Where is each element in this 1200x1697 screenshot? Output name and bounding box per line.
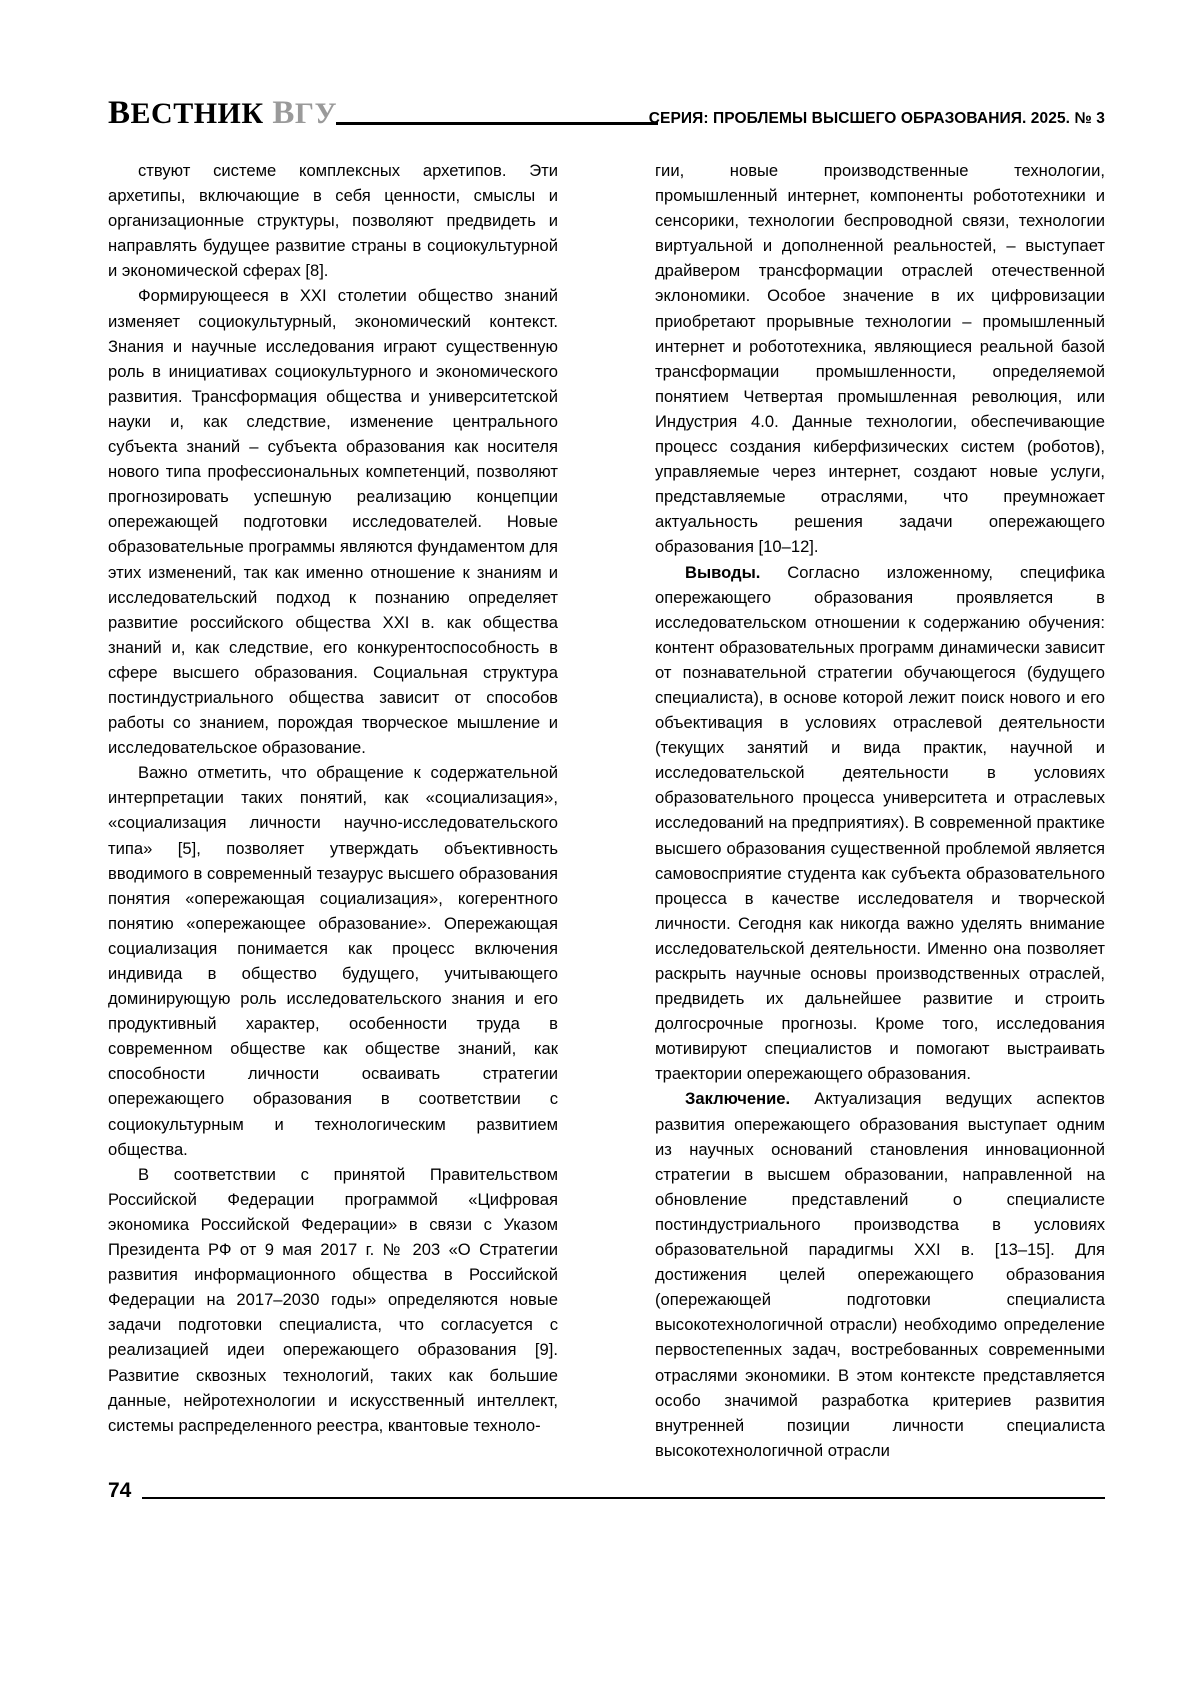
text-column-right [655,158,1105,1463]
paragraph: Формирующееся в XXI столетии общество знаний изменяет социокультурный, экономический контекст. Знания и научные исследования играют существенную роль в инициативах социокультурного и экономического развития. Трансформация общества и университетской науки и, как следствие, изменение центрального субъекта знаний – субъекта образования как носителя нового типа профессиональных компетенций, позволяют прогнозировать успешную реализацию концепции опережающей подготовки исследователей. Новые образовательные программы являются фундаментом для этих изменений, так как именно отношение к знаниям и исследовательский подход к познанию определяет развитие российского общества XXI в. как общества знаний и, как следствие, его конкурентоспособность в сфере высшего образования. Социальная структура постиндустриального общества зависит от способов работы со знанием, порождая творческое мышление и исследовательское образование. [108,286,558,758]
section-heading-zaklyuchenie: Заключение. [685,1089,791,1109]
journal-title-rest: ЕСТНИК [130,97,264,130]
paragraph: В соответствии с принятой Правительством Российской Федерации программой «Цифровая экономика Российской Федерации» в связи с Указом Президента РФ от 9 мая 2017 г. № 203 «О Стратегии развития информационного общества в Российской Федерации на 2017–2030 годы» определяются новые задачи подготовки специалиста, что согласуется с реализацией идеи опережающего образования [9]. Развитие сквозных технологий, таких как большие данные, нейротехнологии и искусственный интеллект, системы распределенного реестра, квантовые техноло- [108,1164,558,1435]
paragraph: Важно отметить, что обращение к содержательной интерпретации таких понятий, как «социализация», «социализация личности научно-исследовательского типа» [5], позволяет утверждать объективность вводимого в современный тезаурус высшего образования понятия «опережающая социализация», когерентного понятию «опережающее образование». Опережающая социализация понимается как процесс включения индивида в общество будущего, учитывающего доминирующую роль исследовательского знания и его продуктивный характер, особенности труда в современном обществе как обществе знаний, как способности личности осваивать стратегии опережающего образования в соответствии с социокультурным и технологическим развитием общества. [108,763,558,1159]
paragraph-closing [655,1086,1105,1462]
journal-title-vgu-initial: В [263,95,295,131]
header-series-line: СЕРИЯ: ПРОБЛЕМЫ ВЫСШЕГО ОБРАЗОВАНИЯ. 2025. № 3 [648,110,1105,127]
page-header [100,96,1105,142]
journal-title-initial-v: В [108,95,131,131]
paragraph-conclusions [655,560,1105,1087]
section-heading-vyvody: Выводы. [685,562,761,582]
paragraph-text: Согласно изложенному, специфика опережающего образования проявляется в исследовательском отношении к содержанию обучения: контент образовательных программ динамически зависит от познавательной стратегии обучающегося (будущего специалиста), в основе которой лежит поиск нового и его объективация в условиях отраслевой деятельности (текущих занятий и вида практик, научной и исследовательской деятельности в условиях образовательного процесса университета и отраслевых исследований на предприятиях). В современной практике высшего образования существенной проблемой является самовосприятие студента как субъекта образовательного процесса в качестве исследователя и творческой личности. Сегодня как никогда важно уделять внимание исследовательской деятельности. Именно она позволяет раскрыть научные основы производственных отраслей, предвидеть их дальнейшее развитие и строить долгосрочные прогнозы. Кроме того, исследования мотивируют специалистов и помогают выстраивать траектории опережающего образования. [655,562,1105,1084]
text-column-left [108,158,558,1438]
paragraph-text: Актуализация ведущих аспектов развития опережающего образования выступает одним из научных оснований становления инновационной стратегии в высшем образовании, направленной на обновление представлений о специалисте постиндустриального производства в условиях образовательной парадигмы XXI в. [13–15]. Для достижения целей опережающего образования (опережающей подготовки специалиста высокотехнологичной отрасли) необходимо определение первостепенных задач, востребованных современными отраслями экономики. В этом контексте представляется особо значимой разработка критериев развития внутренней позиции личности специалиста высокотехнологичной отрасли [655,1089,1105,1460]
footer-divider [142,1497,1105,1499]
paragraph: гии, новые производственные технологии, промышленный интернет, компоненты робототехники и сенсорики, технологии беспроводной связи, технологии виртуальной и дополненной реальностей, – выступает драйвером трансформации отраслей отечественной эклономики. Особое значение в их цифровизации приобретают прорывные технологии – промышленный интернет и робототехника, являющиеся реальной базой трансформации промышленности, определяемой понятием Четвертая промышленная революция, или Индустрия 4.0. Данные технологии, обеспечивающие процесс создания киберфизических систем (роботов), управляемые через интернет, создают новые услуги, представляемые отраслями, что преумножает актуальность решения задачи опережающего образования [10–12]. [655,161,1105,557]
journal-title [108,96,337,131]
page-footer [100,1479,1105,1509]
journal-title-vgu-rest: ГУ [294,97,337,130]
header-divider [336,122,658,125]
page-number: 74 [108,1479,132,1502]
paragraph: ствуют системе комплексных архетипов. Эти архетипы, включающие в себя ценности, смыслы и организационные структуры, позволяют предвидеть и направлять будущее развитие страны в социокультурной и экономической сферах [8]. [108,161,558,281]
